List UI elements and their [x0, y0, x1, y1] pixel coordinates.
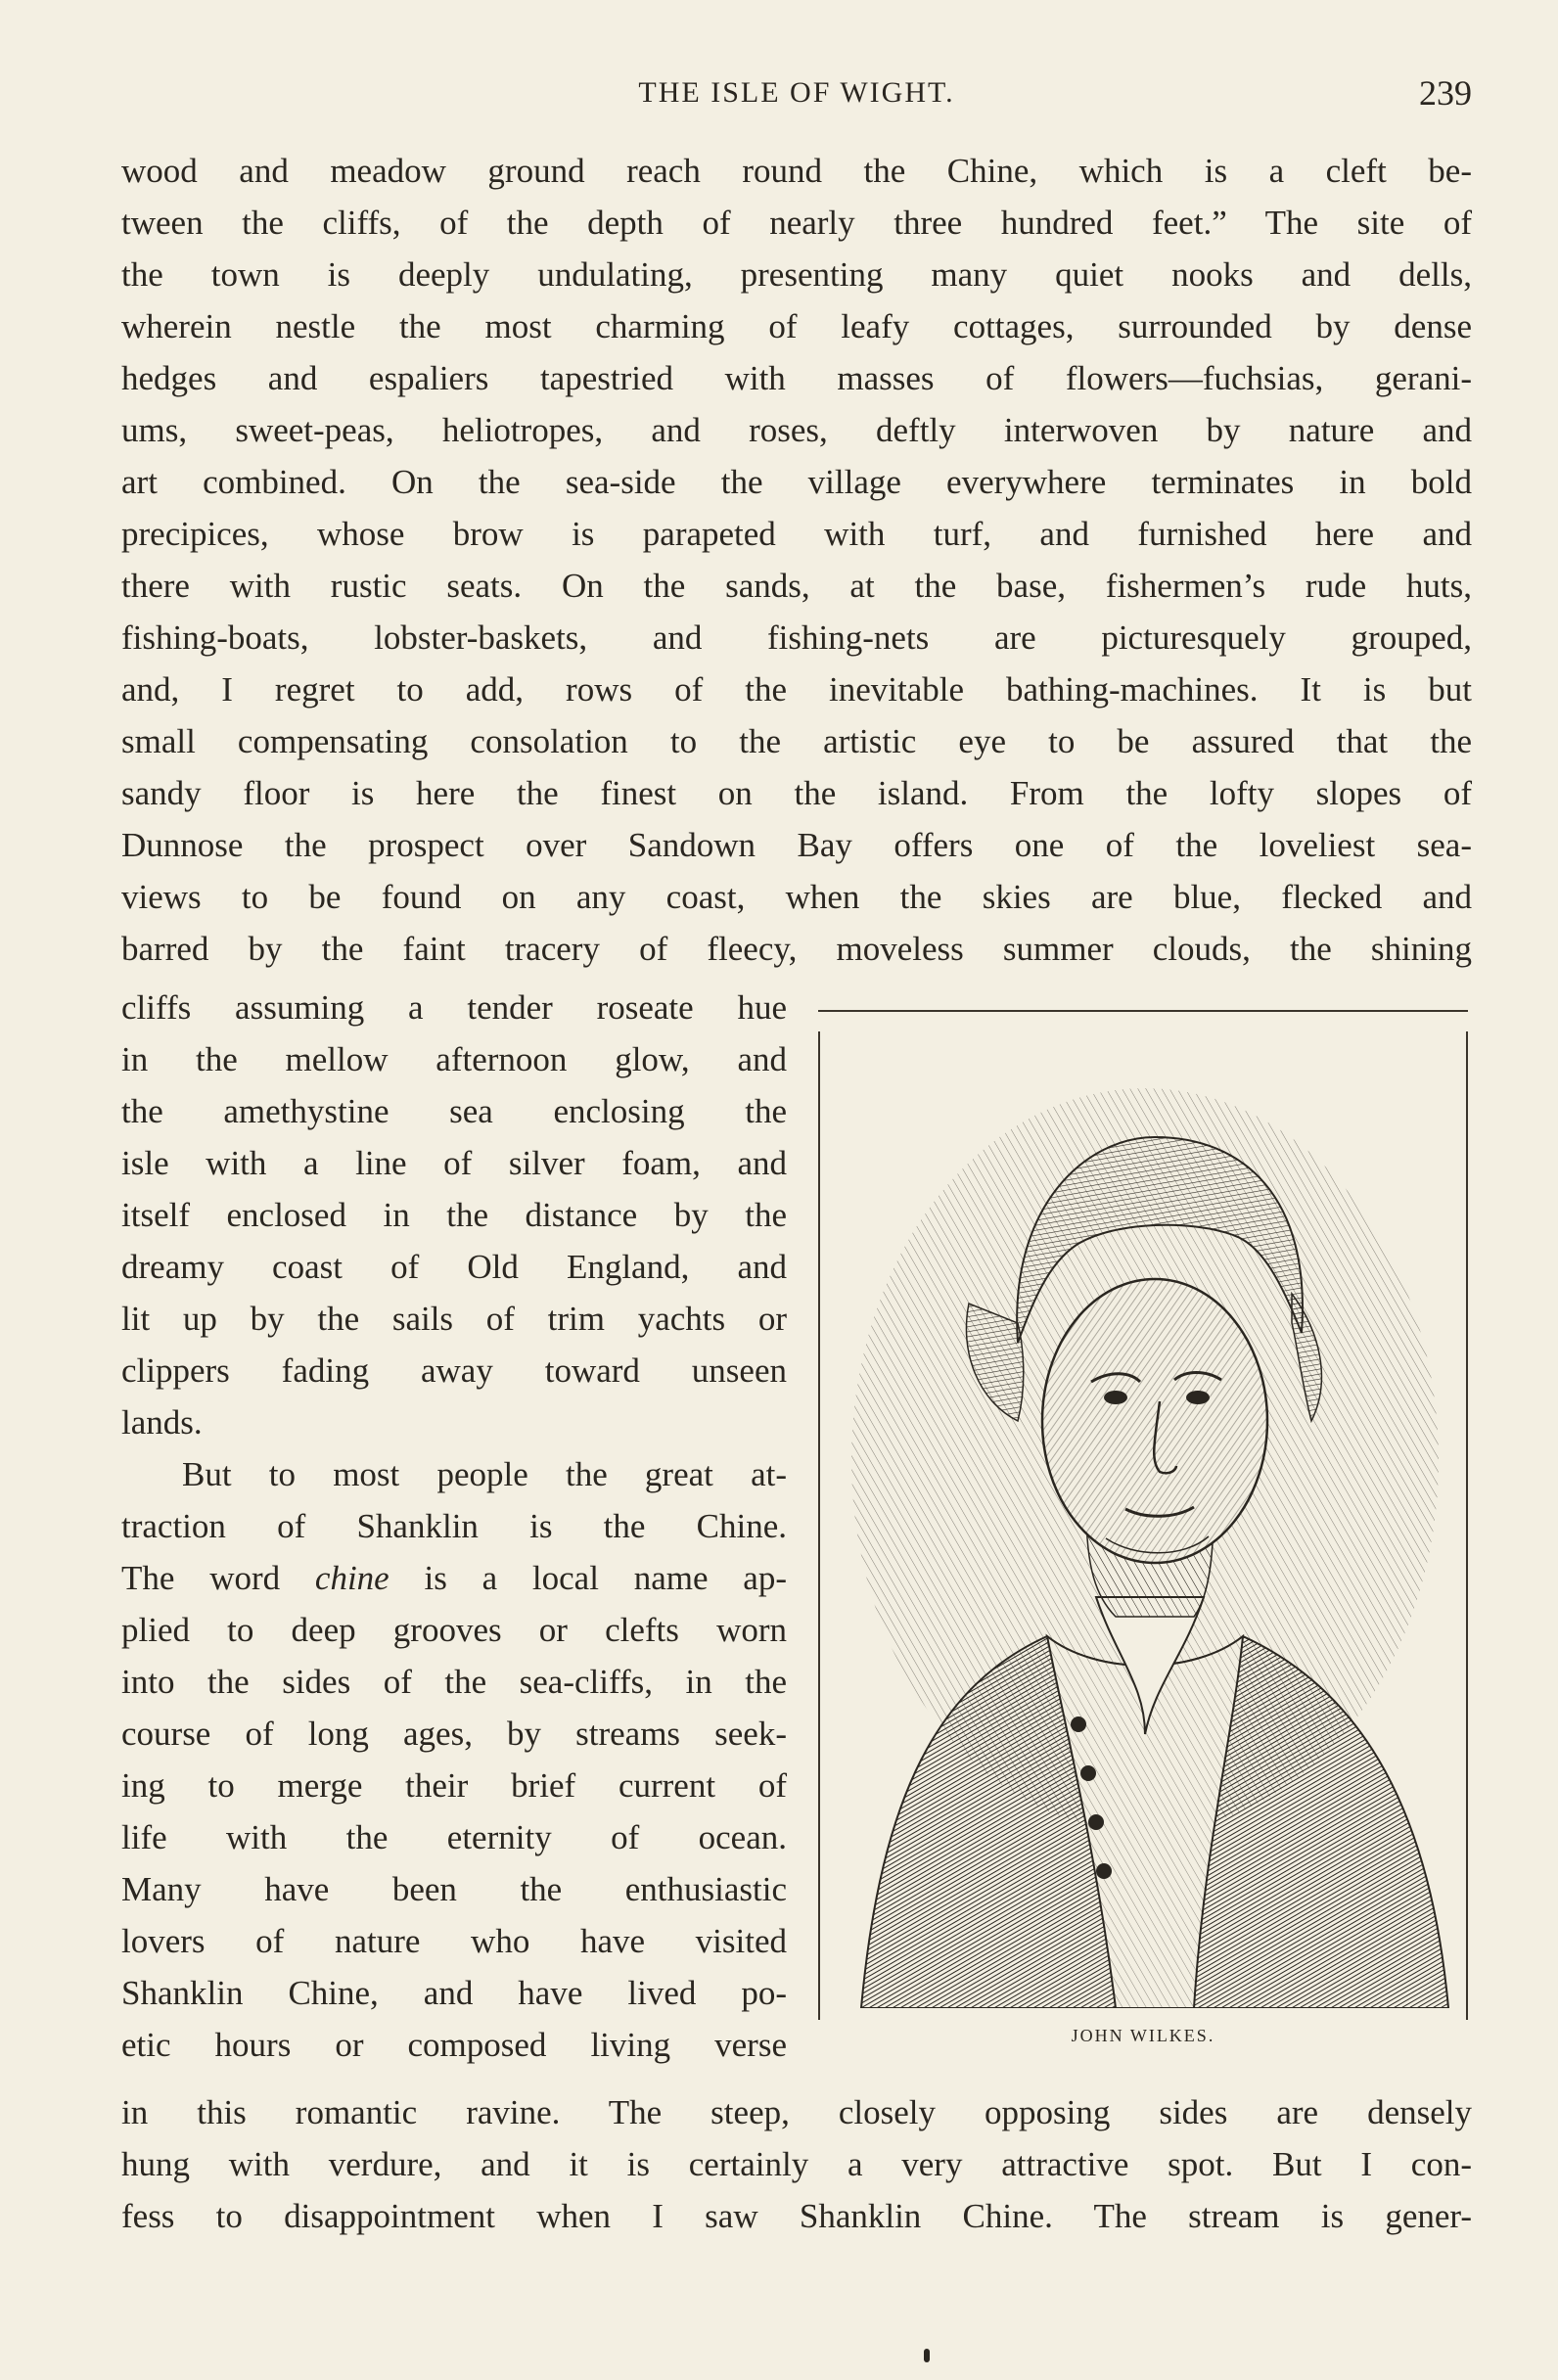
text-line: ing to merge their brief current of — [121, 1766, 787, 1805]
text-line-with-italic — [121, 1554, 787, 1603]
text-span: is a local name ap- — [424, 1559, 787, 1597]
figure-right-rule — [1466, 1031, 1468, 2020]
text-line: plied to deep grooves or clefts worn — [121, 1611, 787, 1649]
text-line: wherein nestle the most charming of leafy cottages, surrounded by dense — [121, 307, 1472, 345]
text-line: Dunnose the prospect over Sandown Bay offers one of the loveliest sea- — [121, 826, 1472, 864]
text-line: Shanklin Chine, and have lived po- — [121, 1974, 787, 2012]
text-span: The word — [121, 1559, 281, 1597]
portrait-figure — [818, 1010, 1468, 1996]
text-line: in this romantic ravine. The steep, closely opposing sides are densely — [121, 2093, 1472, 2131]
text-line: fess to disappointment when I saw Shanklin Chine. The stream is gener- — [121, 2197, 1472, 2235]
text-line: dreamy coast of Old England, and — [121, 1248, 787, 1286]
text-line: traction of Shanklin is the Chine. — [121, 1507, 787, 1545]
text-line: art combined. On the sea-side the village everywhere terminates in bold — [121, 463, 1472, 501]
text-line: wood and meadow ground reach round the Chine, which is a cleft be- — [121, 152, 1472, 190]
text-line: course of long ages, by streams seek- — [121, 1715, 787, 1753]
text-line: lit up by the sails of trim yachts or — [121, 1300, 787, 1338]
text-line: there with rustic seats. On the sands, at the base, fishermen’s rude huts, — [121, 567, 1472, 605]
figure-top-rule — [818, 1010, 1468, 1012]
text-line: life with the eternity of ocean. — [121, 1818, 787, 1856]
text-line: Many have been the enthusiastic — [121, 1870, 787, 1908]
portrait-engraving — [822, 1049, 1464, 2008]
figure-left-rule — [818, 1031, 820, 2020]
text-line: the amethystine sea enclosing the — [121, 1092, 787, 1130]
page-number: 239 — [1419, 73, 1472, 113]
text-line: hedges and espaliers tapestried with masses of flowers—fuchsias, gerani- — [121, 359, 1472, 397]
page-header — [121, 72, 1472, 121]
text-line: isle with a line of silver foam, and — [121, 1144, 787, 1182]
figure-caption: JOHN WILKES. — [1071, 2026, 1215, 2045]
text-line: hung with verdure, and it is certainly a very attractive spot. But I con- — [121, 2145, 1472, 2183]
italic-term: chine — [314, 1559, 390, 1597]
text-line: in the mellow afternoon glow, and — [121, 1040, 787, 1078]
text-line: into the sides of the sea-cliffs, in the — [121, 1663, 787, 1701]
text-line: lovers of nature who have visited — [121, 1922, 787, 1960]
text-line: and, I regret to add, rows of the inevitable bathing-machines. It is but — [121, 670, 1472, 709]
text-line: small compensating consolation to the artistic eye to be assured that the — [121, 722, 1472, 760]
text-line: views to be found on any coast, when the skies are blue, flecked and — [121, 878, 1472, 916]
text-line: tween the cliffs, of the depth of nearly three hundred feet.” The site of — [121, 204, 1472, 242]
text-line: fishing-boats, lobster-baskets, and fishing-nets are picturesquely grouped, — [121, 618, 1472, 657]
text-line: But to most people the great at- — [182, 1455, 787, 1493]
text-line: ums, sweet-peas, heliotropes, and roses, deftly interwoven by nature and — [121, 411, 1472, 449]
text-line: itself enclosed in the distance by the — [121, 1196, 787, 1234]
text-line: cliffs assuming a tender roseate hue — [121, 988, 787, 1027]
text-line: clippers fading away toward unseen — [121, 1351, 787, 1390]
text-line: etic hours or composed living verse — [121, 2026, 787, 2064]
text-line: lands. — [121, 1403, 203, 1442]
text-line: precipices, whose brow is parapeted with turf, and furnished here and — [121, 515, 1472, 553]
printer-mark — [924, 2349, 930, 2362]
text-line: sandy floor is here the finest on the island. From the lofty slopes of — [121, 774, 1472, 812]
running-title: THE ISLE OF WIGHT. — [638, 76, 955, 109]
text-line: the town is deeply undulating, presenting many quiet nooks and dells, — [121, 255, 1472, 294]
text-line: barred by the faint tracery of fleecy, moveless summer clouds, the shining — [121, 930, 1472, 968]
